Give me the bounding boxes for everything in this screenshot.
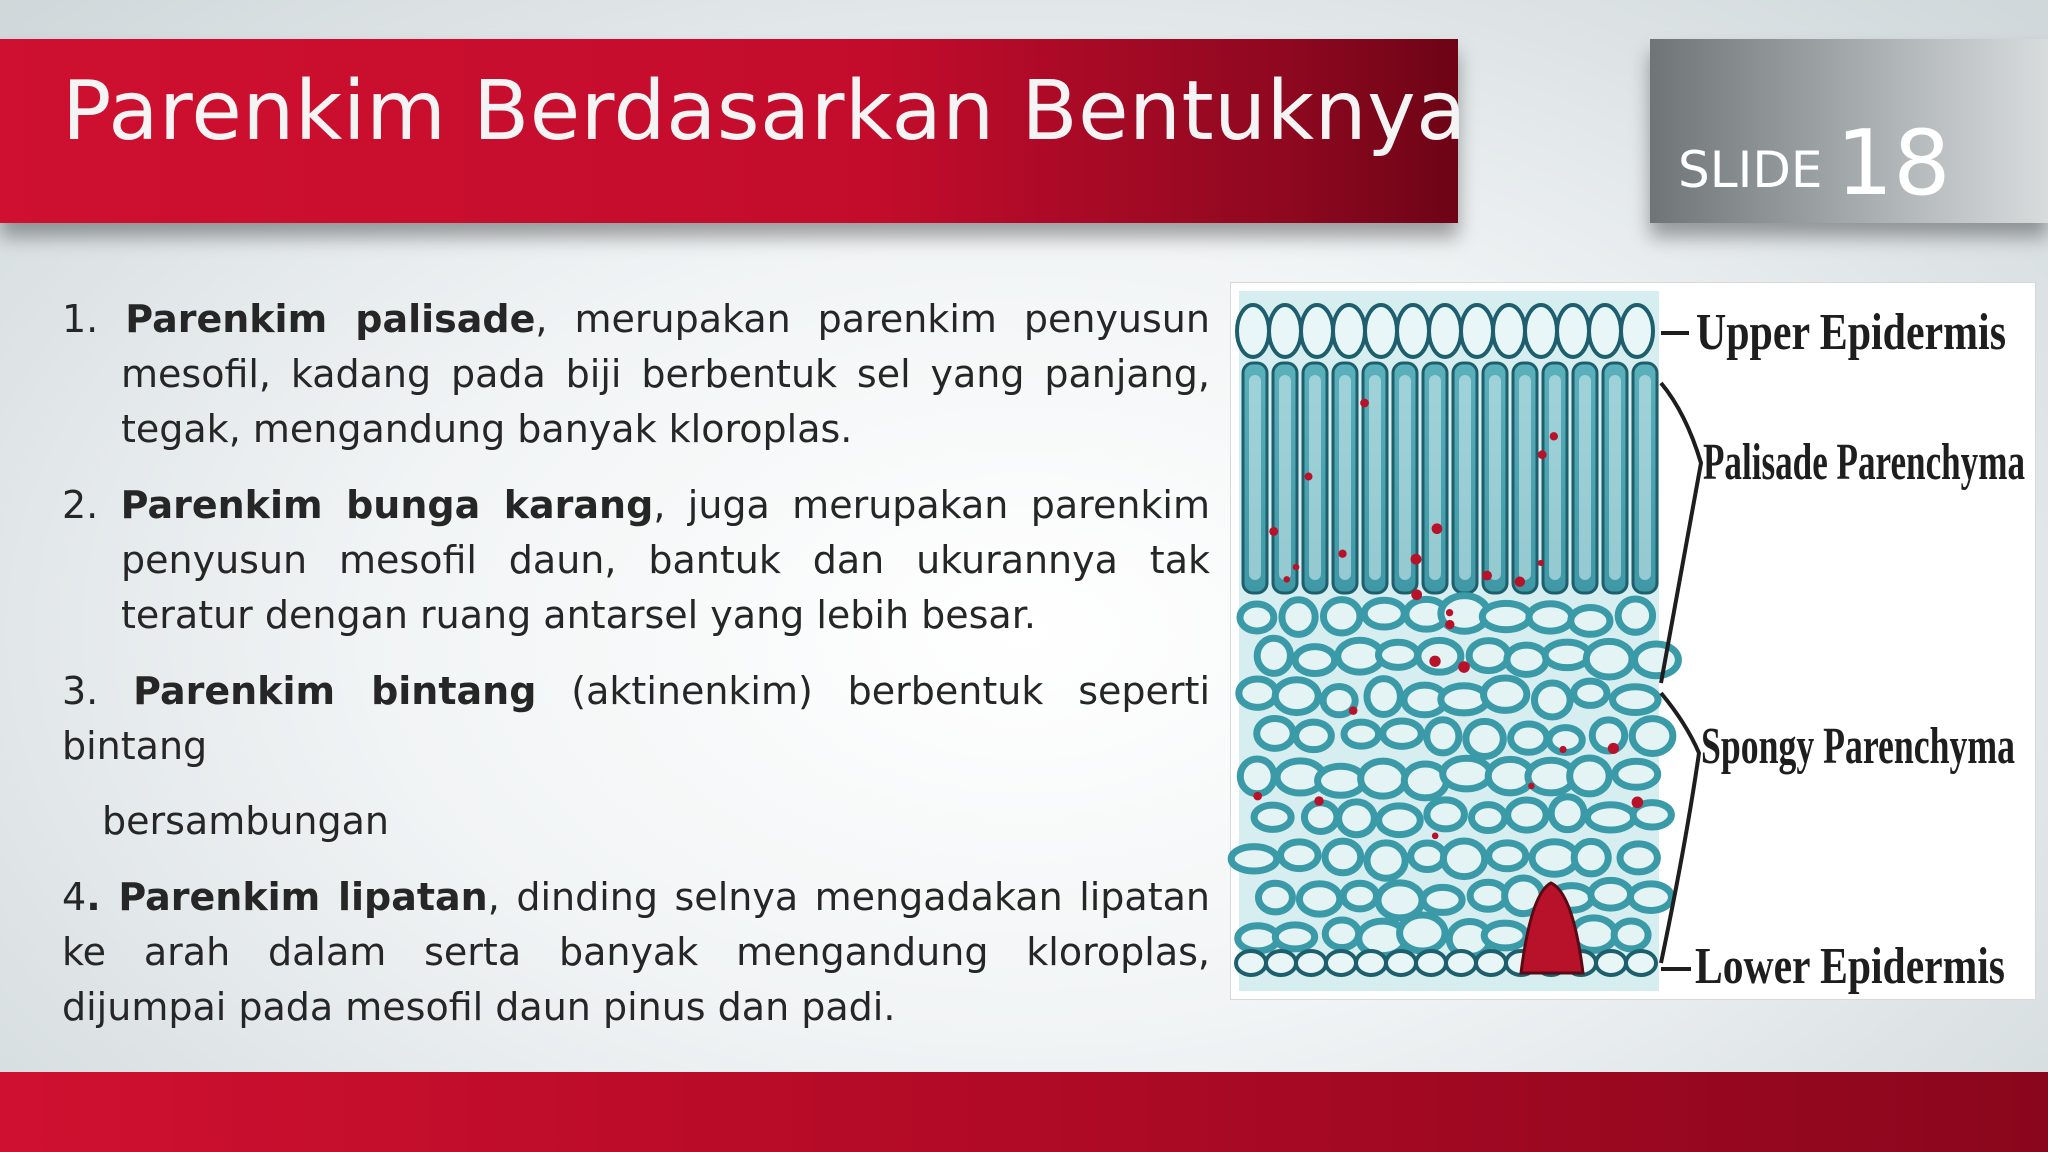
spongy-cell xyxy=(1367,679,1400,715)
stained-nucleus xyxy=(1482,571,1492,581)
stained-nucleus xyxy=(1446,609,1453,616)
item-text: , dinding selnya mengadakan lipatan ke arah dalam serta banyak mengandung kloroplas, dijumpai pada mesofil daun pinus dan padi. xyxy=(62,875,1210,1029)
spongy-cell xyxy=(1295,647,1335,674)
spongy-cell xyxy=(1323,600,1360,633)
spongy-cell xyxy=(1574,841,1608,874)
spongy-cell xyxy=(1318,766,1364,795)
spongy-cell xyxy=(1257,638,1290,673)
palisade-cell-lumen xyxy=(1279,375,1291,580)
lower-epidermis-cell xyxy=(1596,951,1626,975)
spongy-cell xyxy=(1378,642,1417,667)
palisade-cell-lumen xyxy=(1639,375,1651,580)
slide-number-box xyxy=(1650,39,2048,223)
spongy-cell xyxy=(1441,686,1487,713)
stained-nucleus xyxy=(1608,743,1619,754)
stained-nucleus xyxy=(1253,792,1262,801)
spongy-cell xyxy=(1511,724,1547,752)
item-text: , juga merupakan parenkim penyusun mesofil daun, bantuk dan ukurannya tak teratur dengan ruang antarsel yang lebih besar. xyxy=(121,483,1210,637)
leader-lines xyxy=(1661,333,1701,969)
spongy-cell xyxy=(1275,925,1314,949)
stained-nucleus xyxy=(1411,589,1422,600)
epidermis-cell xyxy=(1365,305,1397,357)
item-number: 3. xyxy=(62,669,99,713)
item-term: Parenkim bintang xyxy=(133,669,537,713)
item-term: . Parenkim lipatan xyxy=(86,875,488,919)
item-term: Parenkim palisade xyxy=(125,297,536,341)
epidermis-cell xyxy=(1525,305,1557,357)
spongy-cell xyxy=(1423,887,1462,912)
spongy-cell xyxy=(1343,883,1376,909)
lower-epidermis-cell xyxy=(1356,951,1386,975)
spongy-cell xyxy=(1418,640,1461,672)
label-lower-epidermis: Lower Epidermis xyxy=(1695,938,2005,995)
epidermis-cell xyxy=(1557,305,1589,357)
stained-nucleus xyxy=(1528,783,1535,790)
epidermis-cell xyxy=(1461,305,1493,357)
stained-nucleus xyxy=(1314,796,1323,805)
palisade-cell-lumen xyxy=(1399,375,1411,580)
stained-nucleus xyxy=(1432,523,1443,534)
lower-epidermis-cell xyxy=(1266,951,1296,975)
slide-title: Parenkim Berdasarkan Bentuknya xyxy=(62,64,1467,159)
lower-epidermis-cell xyxy=(1326,951,1356,975)
spongy-cell xyxy=(1570,758,1609,794)
spongy-cell xyxy=(1281,842,1319,869)
spongy-cell xyxy=(1508,800,1546,830)
epidermis-cell xyxy=(1493,305,1525,357)
bottom-bar xyxy=(0,1072,2048,1152)
label-spongy-parenchyma: Spongy Parenchyma xyxy=(1701,718,2015,775)
spongy-cell xyxy=(1618,599,1652,632)
item-number: 2. xyxy=(62,483,99,527)
item-continuation: bersambungan xyxy=(102,799,390,843)
palisade-cell-lumen xyxy=(1519,375,1531,580)
stained-nucleus xyxy=(1515,576,1525,586)
lower-epidermis-cell xyxy=(1296,951,1326,975)
spongy-cell xyxy=(1571,607,1610,634)
spongy-cell xyxy=(1630,884,1671,911)
leaf-cross-section-image xyxy=(1231,283,2035,999)
item-text: , merupakan parenkim penyusun mesofil, kadang pada biji berbentuk sel yang panjang, tegak, mengandung banyak kloroplas. xyxy=(121,297,1210,451)
spongy-cell xyxy=(1304,803,1337,832)
spongy-cell xyxy=(1427,800,1465,829)
label-upper-epidermis: Upper Epidermis xyxy=(1696,304,2006,361)
spongy-cell xyxy=(1364,600,1404,627)
spongy-cell xyxy=(1484,678,1527,710)
stained-nucleus xyxy=(1458,661,1470,673)
spongy-cell xyxy=(1529,604,1572,631)
spongy-cell xyxy=(1240,604,1274,631)
spongy-cell xyxy=(1411,843,1444,870)
label-palisade-parenchyma: Palisade Parenchyma xyxy=(1703,434,2025,491)
stained-nucleus xyxy=(1559,746,1566,753)
spongy-cell xyxy=(1257,718,1293,748)
stained-nucleus xyxy=(1432,833,1439,840)
stained-nucleus xyxy=(1538,450,1547,459)
spongy-cell xyxy=(1613,687,1658,713)
stained-nucleus xyxy=(1550,432,1558,440)
spongy-cell xyxy=(1484,923,1526,948)
spongy-cell xyxy=(1586,641,1632,677)
epidermis-cell xyxy=(1301,305,1333,357)
spongy-cell xyxy=(1383,721,1421,746)
spongy-cell xyxy=(1339,802,1375,835)
item-term: Parenkim bunga karang xyxy=(120,483,654,527)
palisade-cell-lumen xyxy=(1579,375,1591,580)
spongy-cell xyxy=(1574,681,1607,705)
stained-nucleus xyxy=(1349,706,1358,715)
spongy-cell xyxy=(1469,641,1508,671)
content-list xyxy=(62,292,1210,1035)
lower-epidermis-cell xyxy=(1236,951,1266,975)
spongy-cell xyxy=(1258,883,1292,912)
lower-epidermis-cell xyxy=(1386,951,1416,975)
spongy-cell xyxy=(1534,683,1570,717)
spongy-cell xyxy=(1466,721,1503,756)
spongy-cell xyxy=(1620,844,1657,872)
list-item-2 xyxy=(62,478,1210,643)
stained-nucleus xyxy=(1305,473,1313,481)
item-number: 4 xyxy=(62,875,87,919)
spongy-cell xyxy=(1325,841,1361,873)
stained-nucleus xyxy=(1429,656,1440,667)
spongy-cell xyxy=(1240,759,1274,794)
spongy-cell xyxy=(1551,797,1584,830)
palisade-cell-lumen xyxy=(1459,375,1471,580)
spongy-cell xyxy=(1587,805,1633,830)
spongy-cell xyxy=(1614,921,1648,949)
epidermis-cell xyxy=(1589,305,1621,357)
spongy-cell xyxy=(1239,679,1276,707)
epidermis-cell xyxy=(1237,305,1269,357)
palisade-cell-lumen xyxy=(1249,375,1261,580)
spongy-cell xyxy=(1367,843,1405,878)
stained-nucleus xyxy=(1338,550,1346,558)
list-item-1 xyxy=(62,292,1210,457)
epidermis-cell xyxy=(1429,305,1461,357)
leaf-cross-section-figure xyxy=(1230,282,2036,1000)
spongy-cell xyxy=(1427,720,1459,753)
palisade-cell-lumen xyxy=(1489,375,1501,580)
palisade-cell-lumen xyxy=(1429,375,1441,580)
stained-nucleus xyxy=(1283,576,1289,582)
spongy-cell xyxy=(1238,926,1278,951)
spongy-cell xyxy=(1254,805,1291,829)
stained-nucleus xyxy=(1445,620,1454,629)
item-number: 1. xyxy=(62,297,99,341)
spongy-cell xyxy=(1443,841,1484,877)
stained-nucleus xyxy=(1411,554,1422,565)
spongy-cell xyxy=(1361,761,1406,796)
spongy-cell xyxy=(1507,645,1546,674)
spongy-cell xyxy=(1545,642,1589,668)
spongy-cell xyxy=(1532,842,1577,874)
palisade-cell-lumen xyxy=(1609,375,1621,580)
palisade-cell-lumen xyxy=(1549,375,1561,580)
lower-epidermis-cell xyxy=(1626,951,1656,975)
palisade-cell-lumen xyxy=(1369,375,1381,580)
spongy-cell xyxy=(1325,920,1358,948)
spongy-cell xyxy=(1489,843,1526,869)
stained-nucleus xyxy=(1360,399,1369,408)
spongy-cell xyxy=(1482,603,1529,629)
stained-nucleus xyxy=(1293,564,1300,571)
epidermis-cell xyxy=(1397,305,1429,357)
spongy-cell xyxy=(1591,880,1631,908)
stained-nucleus xyxy=(1632,797,1644,809)
spongy-cell xyxy=(1634,644,1678,676)
spongy-cell xyxy=(1299,884,1339,914)
spongy-cell xyxy=(1231,847,1277,871)
epidermis-cell xyxy=(1269,305,1301,357)
lower-epidermis-cell xyxy=(1476,951,1506,975)
spongy-cell xyxy=(1470,882,1506,909)
spongy-cell xyxy=(1443,758,1491,789)
spongy-cell xyxy=(1275,680,1318,713)
epidermis-cell xyxy=(1621,305,1653,357)
spongy-cell xyxy=(1471,805,1504,831)
list-item-3 xyxy=(62,664,1210,849)
spongy-cell xyxy=(1282,600,1315,635)
spongy-cell xyxy=(1400,915,1445,951)
lower-epidermis-cell xyxy=(1446,951,1476,975)
spongy-cell xyxy=(1615,761,1658,787)
palisade-cell-lumen xyxy=(1339,375,1351,580)
spongy-cell xyxy=(1296,722,1332,750)
item-text: (aktinenkim) berbentuk seperti bintang xyxy=(62,669,1210,768)
slide-label: SLIDE xyxy=(1678,141,1823,199)
epidermis-cell xyxy=(1333,305,1365,357)
stained-nucleus xyxy=(1269,527,1278,536)
lower-epidermis-cell xyxy=(1416,951,1446,975)
spongy-cell xyxy=(1344,722,1379,746)
spongy-cell xyxy=(1632,719,1673,754)
list-item-4 xyxy=(62,870,1210,1035)
slide-number: 18 xyxy=(1836,111,1951,216)
stained-nucleus xyxy=(1538,560,1544,566)
spongy-cell xyxy=(1379,806,1421,835)
